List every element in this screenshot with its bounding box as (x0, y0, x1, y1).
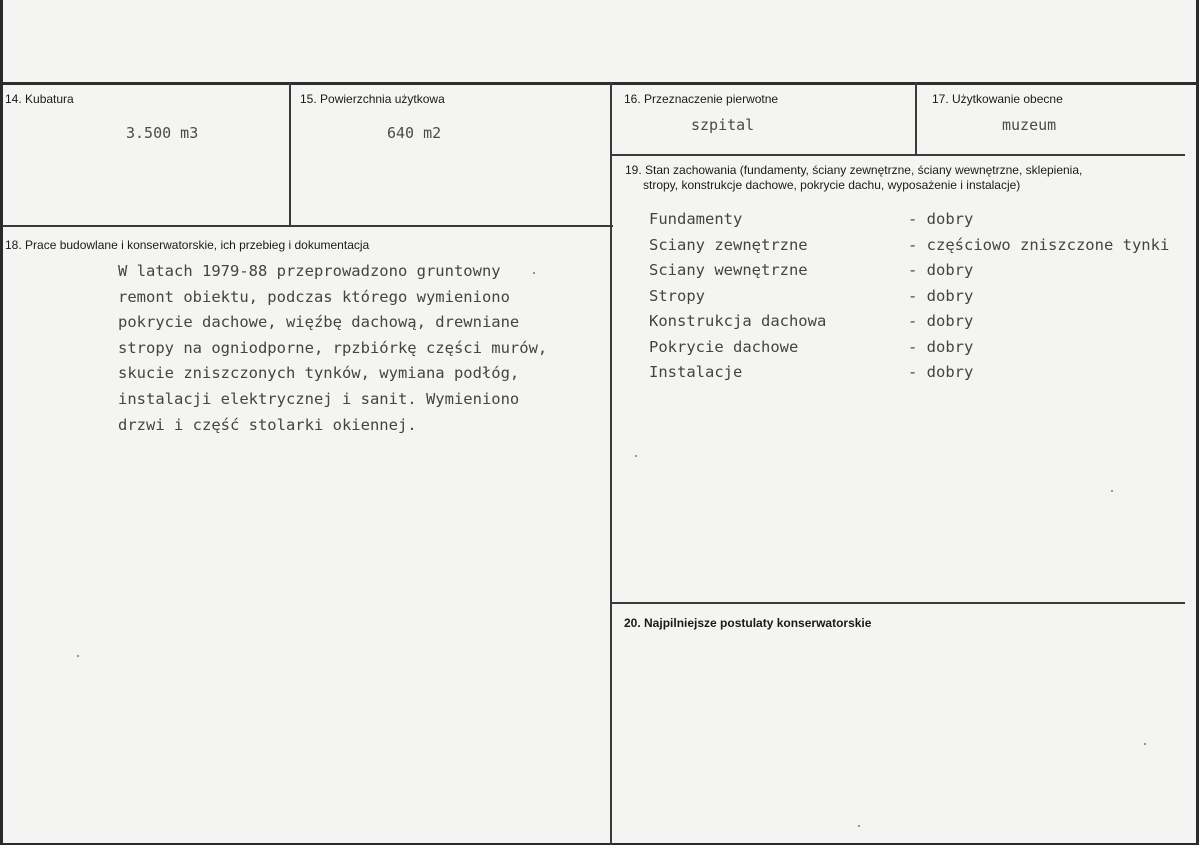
usable-area-label: 15. Powierzchnia użytkowa (300, 92, 445, 106)
divider-left-right (610, 82, 612, 845)
condition-label-line1: 19. Stan zachowania (fundamenty, ściany zewnętrzne, ściany wewnętrzne, sklepienia, (625, 163, 1083, 177)
scan-speck (77, 655, 79, 657)
scan-speck (1111, 490, 1113, 492)
divider-14-15 (289, 82, 291, 226)
works-line: drzwi i część stolarki okiennej. (118, 415, 417, 434)
works-line: remont obiektu, podczas którego wymieniono (118, 287, 510, 306)
works-line: instalacji elektrycznej i sanit. Wymieniono (118, 389, 520, 408)
condition-element: Stropy (649, 286, 705, 305)
kubatura-value: 3.500 m3 (126, 124, 199, 142)
scan-speck (858, 825, 860, 827)
scan-speck (533, 272, 535, 274)
condition-element: Sciany wewnętrzne (649, 261, 808, 279)
kubatura-label: 14. Kubatura (5, 92, 74, 106)
divider-16-17 (915, 82, 917, 155)
scan-speck (635, 455, 637, 457)
rule-section20 (611, 602, 1185, 604)
original-purpose-value: szpital (691, 116, 755, 134)
condition-element: Sciany zewnętrzne (649, 235, 808, 254)
conservation-postulates-label: 20. Najpilniejsze postulaty konserwatorskie (624, 616, 872, 630)
rule-row1-right (611, 154, 1185, 156)
current-use-value: muzeum (1002, 116, 1057, 134)
condition-element: Konstrukcja dachowa (649, 312, 827, 330)
condition-state: - dobry (908, 337, 974, 356)
condition-element: Pokrycie dachowe (649, 337, 799, 356)
works-label: 18. Prace budowlane i konserwatorskie, ich przebieg i dokumentacja (5, 238, 370, 252)
current-use-label: 17. Użytkowanie obecne (932, 92, 1063, 106)
top-rule (3, 82, 1199, 85)
condition-label (625, 163, 1185, 193)
condition-state: - częściowo zniszczone tynki (908, 235, 1170, 254)
works-line: stropy na ogniodporne, rpzbiórkę części murów, (118, 338, 548, 357)
condition-element: Instalacje (649, 363, 743, 381)
works-line: skucie zniszczonych tynków, wymiana podłóg, (118, 364, 520, 383)
rule-row1-left (3, 225, 613, 227)
usable-area-value: 640 m2 (387, 124, 442, 142)
scan-speck (1144, 743, 1146, 745)
condition-state: - dobry (908, 312, 974, 330)
condition-state: - dobry (908, 363, 974, 381)
condition-state: - dobry (908, 286, 974, 305)
condition-state: - dobry (908, 261, 974, 279)
original-purpose-label: 16. Przeznaczenie pierwotne (624, 92, 779, 106)
works-description (118, 259, 547, 438)
condition-element: Fundamenty (649, 210, 743, 228)
condition-state: - dobry (908, 210, 974, 228)
works-line: pokrycie dachowe, więźbę dachową, drewniane (118, 313, 520, 332)
works-line: W latach 1979-88 przeprowadzono gruntowny (118, 262, 501, 280)
condition-label-line2: stropy, konstrukcje dachowe, pokrycie dachu, wyposażenie i instalacje) (643, 178, 1021, 192)
